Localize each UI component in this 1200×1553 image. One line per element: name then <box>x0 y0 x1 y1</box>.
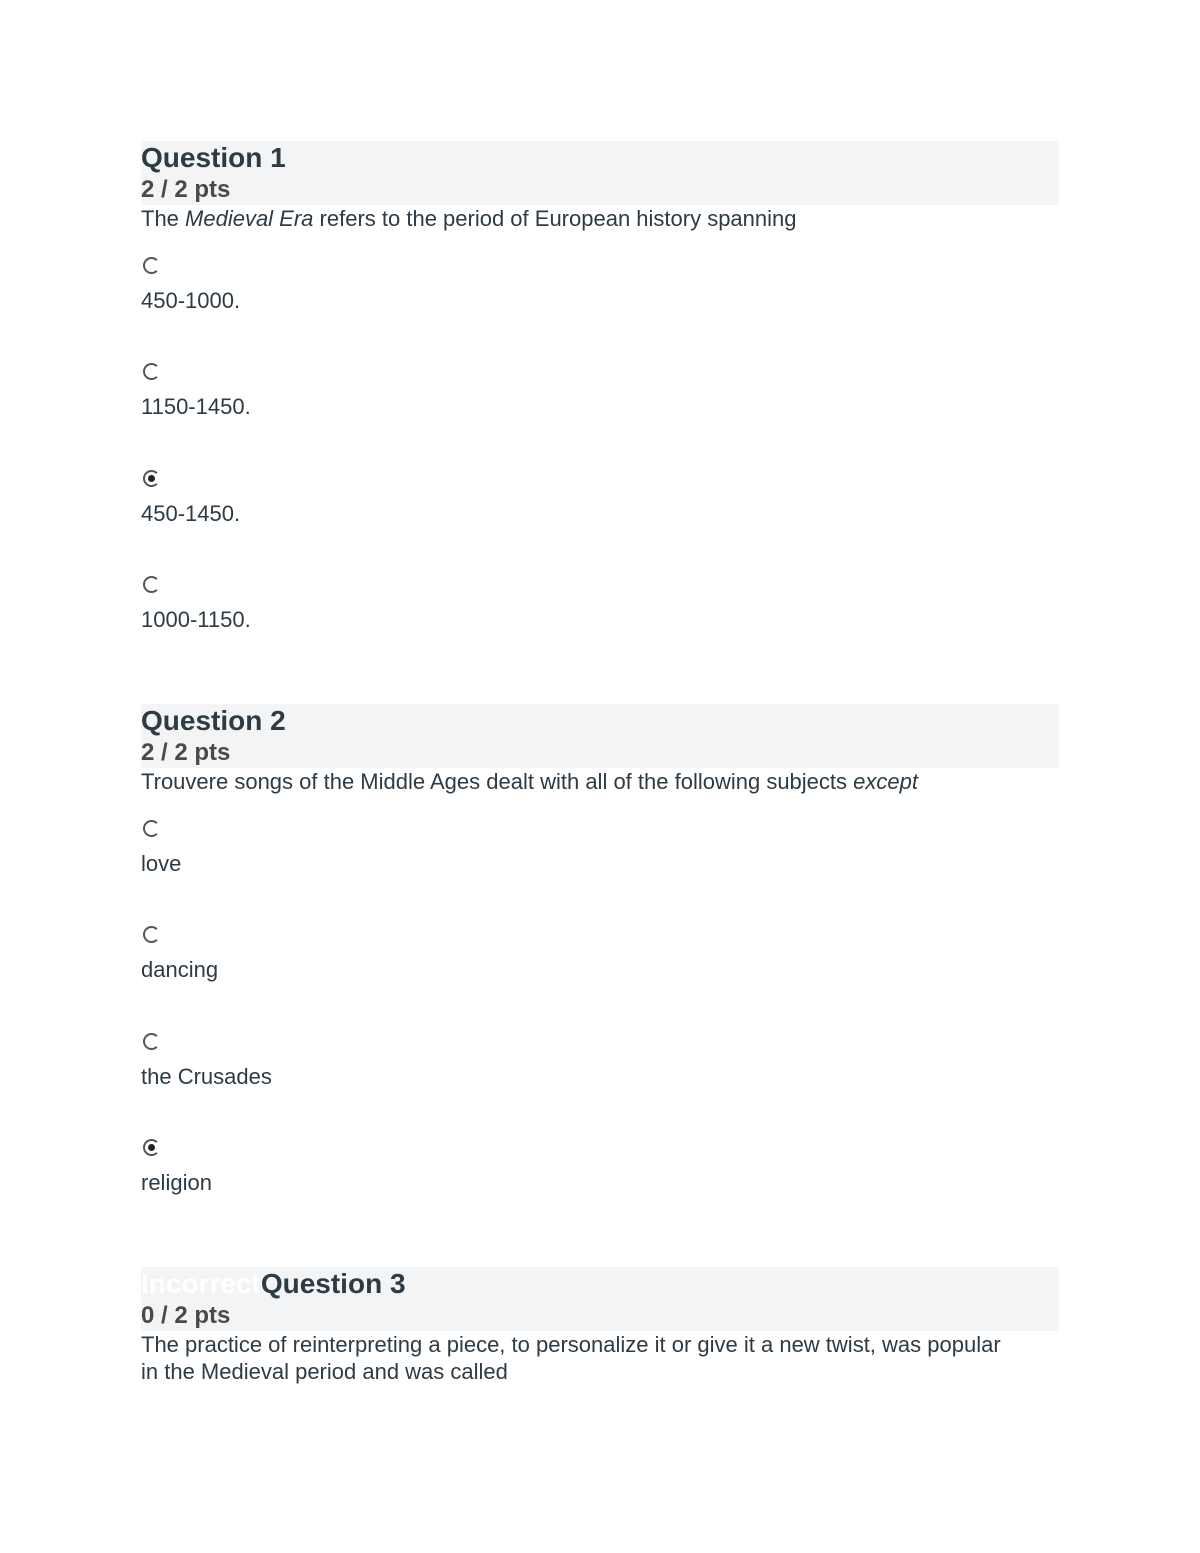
answer-option[interactable] <box>141 820 541 900</box>
answer-label: 450-1450. <box>141 501 241 526</box>
answer-option[interactable] <box>141 1033 541 1113</box>
question-text: The Medieval Era refers to the period of European history spanning <box>141 206 797 231</box>
question-points: 2 / 2 pts <box>141 739 231 766</box>
answer-option[interactable] <box>141 470 541 550</box>
question-points: 0 / 2 pts <box>141 1302 231 1329</box>
question-title: Question 2 <box>141 705 286 736</box>
radio-button[interactable] <box>143 820 160 837</box>
answer-label: 450-1000. <box>141 288 241 313</box>
question-2 <box>141 704 1059 1195</box>
question-text: The practice of reinterpreting a piece, to personalize it or give it a new twist, was popular in the Medieval period and was called <box>141 1332 1001 1384</box>
question-header <box>141 704 1059 768</box>
question-status-label: Incorrect <box>141 1268 261 1299</box>
question-header <box>141 1267 1059 1331</box>
answer-option[interactable] <box>141 257 541 337</box>
question-1 <box>141 141 1059 632</box>
question-title: IncorrectQuestion 3 <box>141 1268 406 1299</box>
answer-label: religion <box>141 1170 212 1195</box>
answer-option[interactable] <box>141 926 541 1006</box>
question-3 <box>141 1267 1059 1385</box>
answer-option[interactable] <box>141 1139 541 1219</box>
question-text: Trouvere songs of the Middle Ages dealt with all of the following subjects except <box>141 769 918 794</box>
answer-label: 1150-1450. <box>141 394 251 419</box>
answer-option[interactable] <box>141 363 541 443</box>
radio-button-selected[interactable] <box>143 470 160 487</box>
answer-label: 1000-1150. <box>141 607 251 632</box>
question-header <box>141 141 1059 205</box>
answer-option[interactable] <box>141 576 541 656</box>
radio-button[interactable] <box>143 926 160 943</box>
answer-label: the Crusades <box>141 1064 272 1089</box>
radio-button[interactable] <box>143 576 160 593</box>
radio-button[interactable] <box>143 257 160 274</box>
question-title: Question 1 <box>141 142 286 173</box>
radio-button[interactable] <box>143 363 160 380</box>
question-points: 2 / 2 pts <box>141 176 231 203</box>
answer-label: love <box>141 851 182 876</box>
answer-label: dancing <box>141 957 219 982</box>
radio-button[interactable] <box>143 1033 160 1050</box>
radio-button-selected[interactable] <box>143 1139 160 1156</box>
